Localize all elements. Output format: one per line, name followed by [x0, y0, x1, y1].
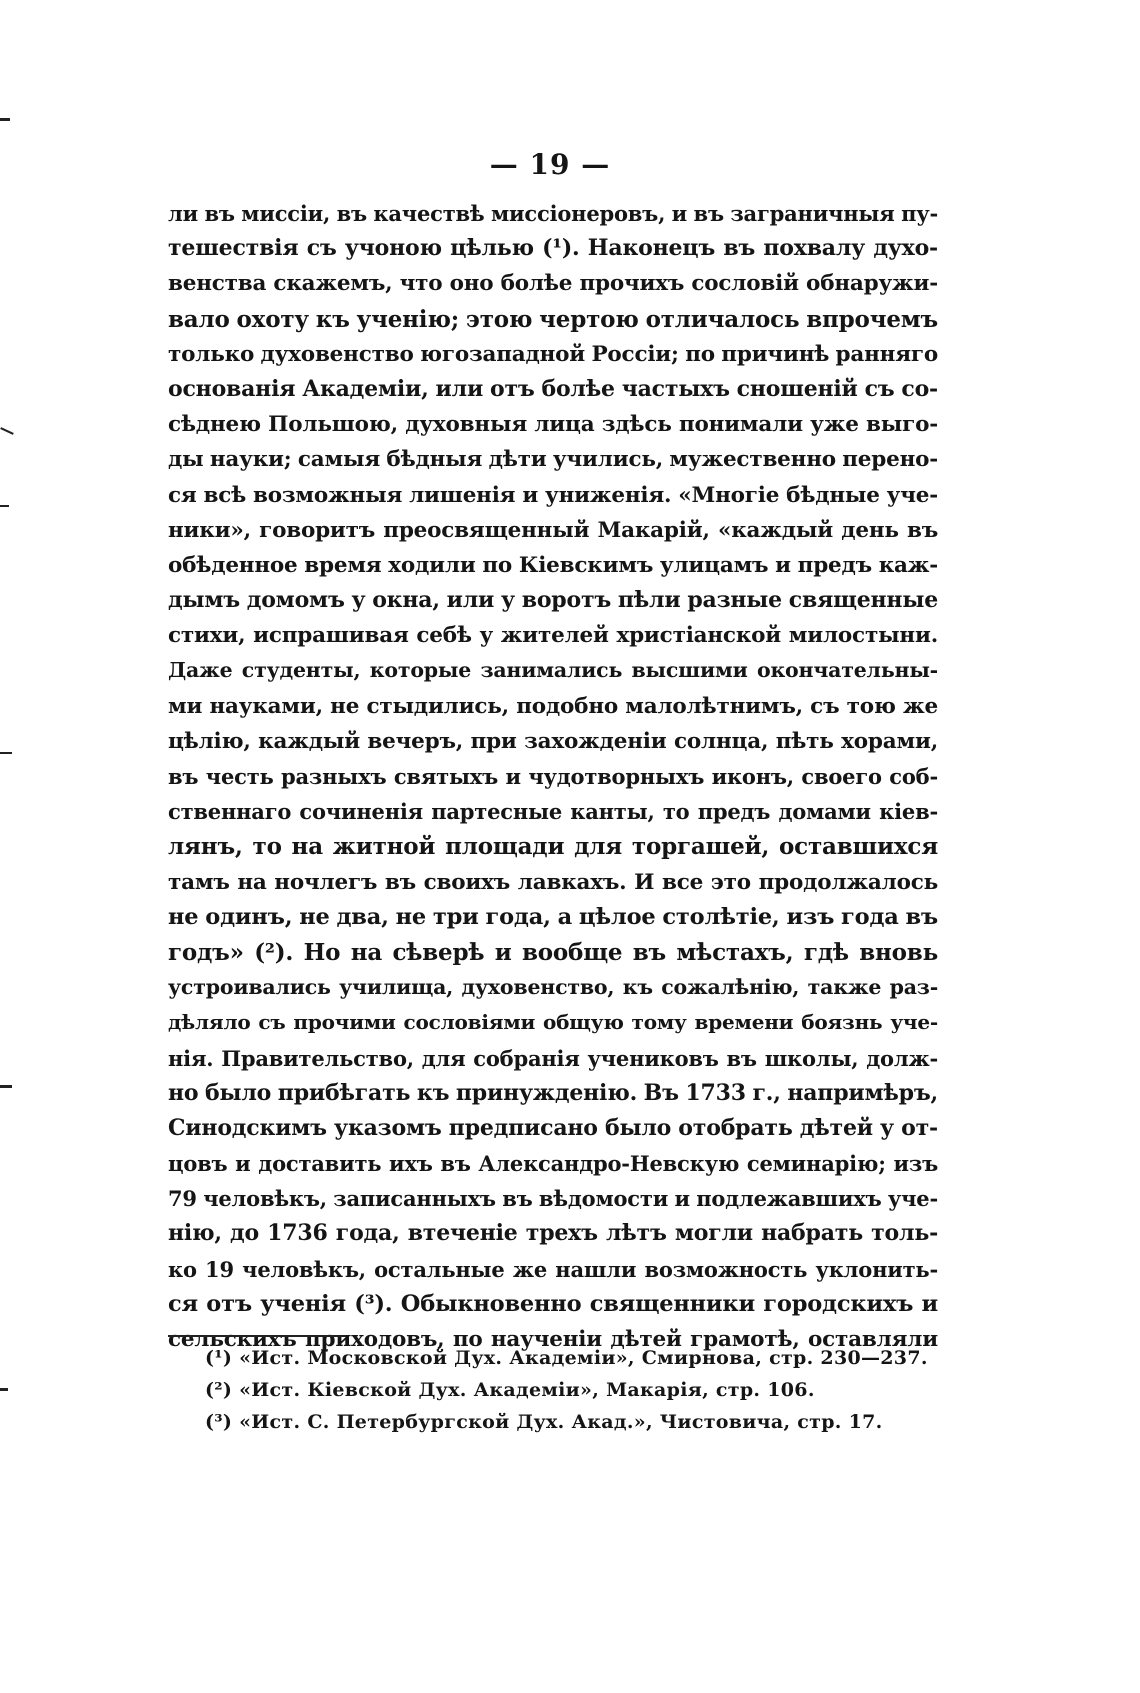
text-line: дымъ домомъ у окна, или у воротъ пѣли разные священные [168, 587, 938, 614]
body-text [168, 196, 938, 1357]
text-line: ники», говоритъ преосвященный Макарій, «каждый день въ [168, 517, 938, 543]
text-line: ды науки; самыя бѣдныя дѣти учились, мужественно перено- [168, 447, 938, 473]
text-line: 79 человѣкъ, записанныхъ въ вѣдомости и подлежавшихъ уче- [168, 1186, 938, 1212]
footnotes [205, 1342, 940, 1438]
text-line: ли въ миссіи, въ качествѣ миссіонеровъ, и въ заграничныя пу- [168, 201, 938, 226]
scan-mark [0, 1388, 8, 1391]
text-line: сѣднею Польшою, духовныя лица здѣсь понимали уже выго- [168, 412, 938, 438]
scan-mark [0, 1085, 12, 1088]
text-line: венства скажемъ, что оно болѣе прочихъ сословій обнаружи- [168, 271, 938, 297]
text-line: ственнаго сочиненія партесные канты, то предъ домами кіев- [168, 799, 938, 825]
text-line: ся всѣ возможныя лишенія и униженія. «Многіе бѣдные уче- [168, 482, 938, 508]
text-line: тешествія съ учоною цѣлью (¹). Наконецъ въ похвалу духо- [168, 235, 938, 262]
text-line: годъ» (²). Но на сѣверѣ и вообще въ мѣстахъ, гдѣ вновь [168, 938, 938, 966]
text-line: въ честь разныхъ святыхъ и чудотворныхъ иконъ, своего соб- [168, 764, 938, 789]
text-line: ми науками, не стыдились, подобно малолѣтнимъ, съ тою же [168, 693, 938, 719]
text-line: Даже студенты, которые занимались высшими окончательны- [168, 658, 938, 683]
scan-mark [0, 752, 12, 754]
footnote: (²) «Ист. Кіевской Дух. Академіи», Макарія, стр. 106. [205, 1379, 815, 1401]
text-line: обѣденное время ходили по Кіевскимъ улицамъ и предъ каж- [168, 552, 938, 578]
text-line: дѣляло съ прочими сословіями общую тому времени боязнь уче- [168, 1010, 938, 1035]
scan-mark [0, 505, 9, 507]
text-line: сельскихъ приходовъ, по наученіи дѣтей грамотѣ, оставляли [168, 1327, 938, 1352]
text-line: основанія Академіи, или отъ болѣе частыхъ сношеній съ со- [168, 375, 938, 402]
text-line: ко 19 человѣкъ, остальные же нашли возможность уклонить- [168, 1256, 938, 1282]
footnote: (³) «Ист. С. Петербургской Дух. Акад.», Чистовича, стр. 17. [205, 1411, 883, 1433]
text-line: устроивались училища, духовенство, къ сожалѣнію, также раз- [168, 975, 938, 1000]
text-line: Синодскимъ указомъ предписано было отобрать дѣтей у от- [168, 1114, 938, 1141]
text-line: стихи, испрашивая себѣ у жителей христіанской милостыни. [168, 623, 938, 649]
page-number: — 19 — [489, 148, 611, 181]
text-line: лянъ, то на житной площади для торгашей, оставшихся [168, 833, 938, 861]
text-line: цѣлію, каждый вечеръ, при захожденіи солнца, пѣть хорами, [168, 728, 938, 754]
text-line: нія. Правительство, для собранія учениковъ въ школы, долж- [168, 1045, 938, 1071]
footnote: (¹) «Ист. Московской Дух. Академіи», Смирнова, стр. 230—237. [205, 1347, 928, 1369]
text-line: нію, до 1736 года, втеченіе трехъ лѣтъ могли набрать толь- [168, 1220, 938, 1247]
footnote-divider [168, 1335, 346, 1337]
text-line: цовъ и доставить ихъ въ Александро-Невскую семинарію; изъ [168, 1151, 938, 1177]
text-line: не одинъ, не два, не три года, а цѣлое столѣтіе, изъ года въ [168, 903, 938, 930]
text-line: вало охоту къ ученію; этою чертою отличалось впрочемъ [168, 305, 938, 333]
scan-mark [0, 427, 14, 435]
text-line: только духовенство югозападной Россіи; по причинѣ ранняго [168, 341, 938, 367]
scan-mark [0, 118, 10, 121]
text-line: ся отъ ученія (³). Обыкновенно священники городскихъ и [168, 1290, 938, 1317]
text-line: но было прибѣгать къ принужденію. Въ 1733 г., напримѣръ, [168, 1079, 938, 1106]
text-line: тамъ на ночлегъ въ своихъ лавкахъ. И все это продолжалось [168, 869, 938, 895]
